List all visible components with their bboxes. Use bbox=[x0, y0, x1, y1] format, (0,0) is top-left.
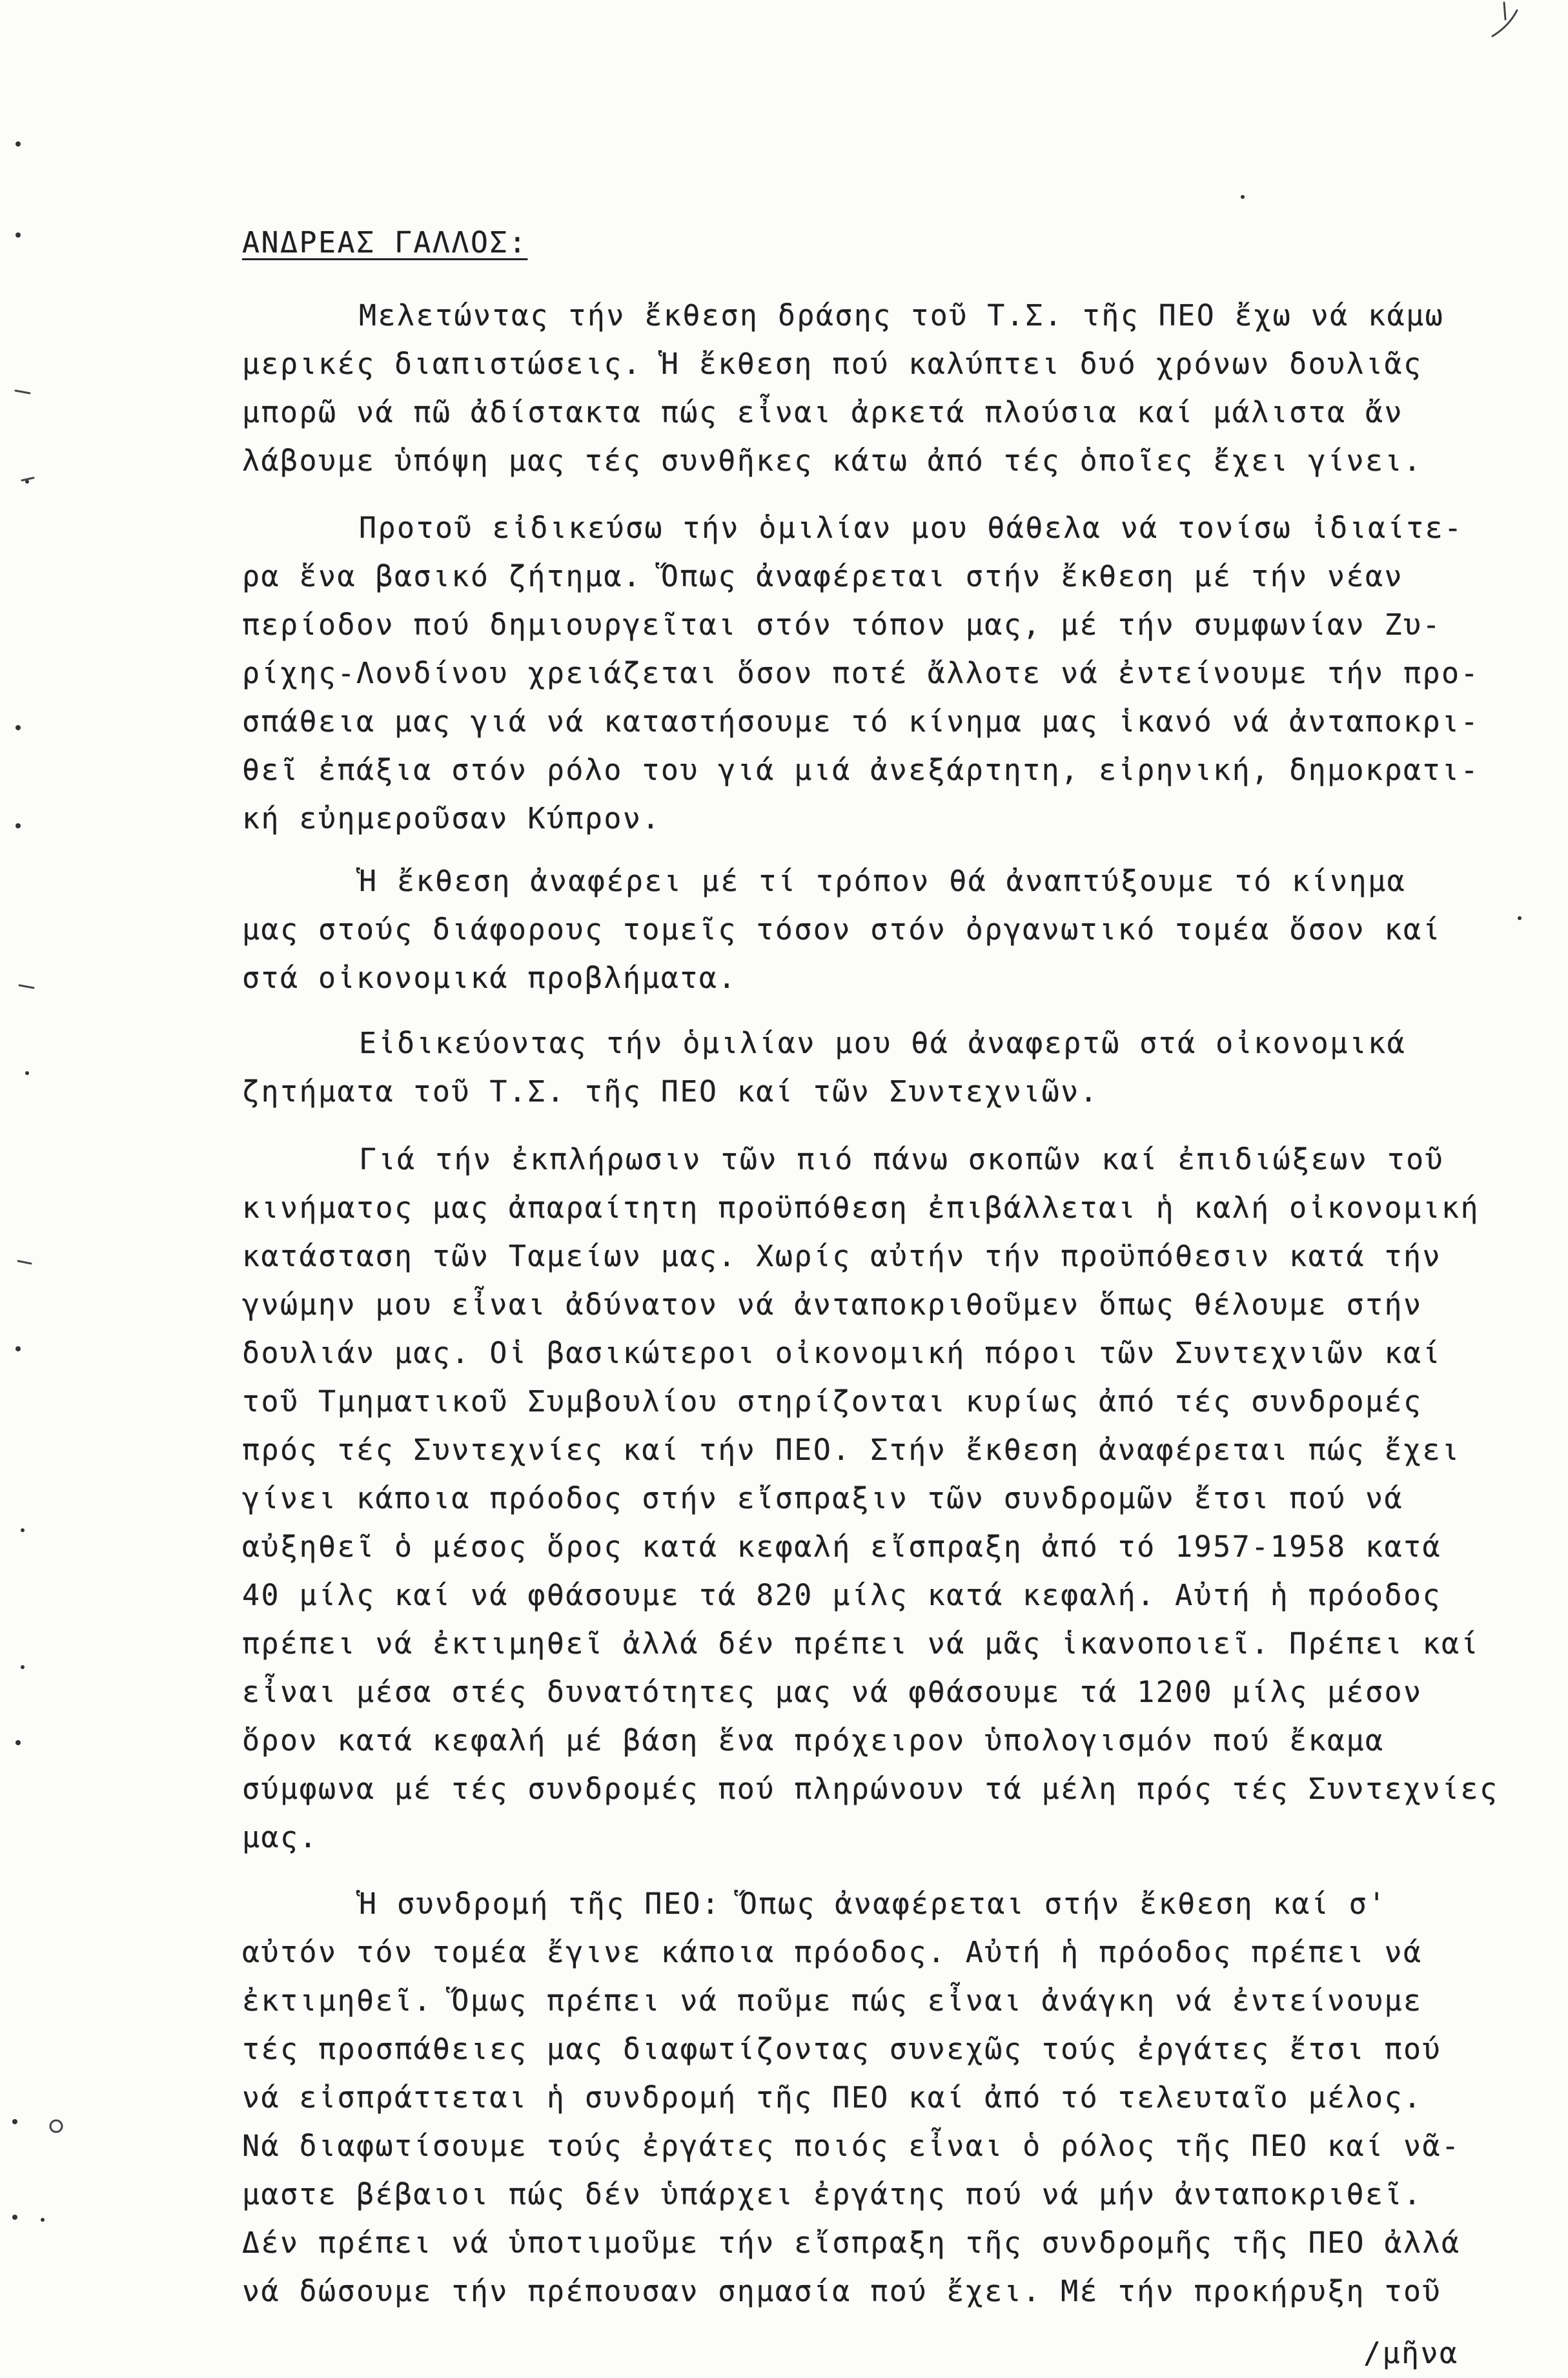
margin-speck bbox=[15, 823, 21, 828]
paragraph bbox=[242, 1135, 1540, 1861]
text-line: ζητήματα τοῦ Τ.Σ. τῆς ΠΕΟ καί τῶν Συντεχνιῶν. bbox=[242, 1074, 1099, 1109]
text-line: γίνει κάποια πρόοδος στήν εἴσπραξιν τῶν συνδρομῶν ἔτσι πού νά bbox=[242, 1481, 1404, 1515]
margin-speck bbox=[21, 1528, 25, 1532]
text-line: περίοδον πού δημιουργεῖται στόν τόπον μας, μέ τήν συμφωνίαν Ζυ- bbox=[242, 608, 1442, 642]
text-line: κατάσταση τῶν Ταμείων μας. Χωρίς αὐτήν τήν προϋπόθεσιν κατά τήν bbox=[242, 1239, 1442, 1273]
text-line: στά οἰκονομικά προβλήματα. bbox=[242, 961, 737, 995]
text-line: ρα ἕνα βασικό ζήτημα. Ὅπως ἀναφέρεται στήν ἔκθεση μέ τήν νέαν bbox=[242, 559, 1404, 593]
text-line: Ἡ ἔκθεση ἀναφέρει μέ τί τρόπον θά ἀναπτύξουμε τό κίνημα bbox=[359, 864, 1407, 898]
continuation-catchword: /μῆνα bbox=[1363, 2336, 1459, 2370]
text-line: ὅρον κατά κεφαλή μέ βάση ἕνα πρόχειρον ὑπολογισμόν πού ἔκαμα bbox=[242, 1723, 1385, 1758]
margin-dash bbox=[18, 1261, 31, 1264]
margin-dash bbox=[22, 478, 34, 480]
margin-speck bbox=[25, 480, 29, 484]
text-line: μπορῶ νά πῶ ἀδίστακτα πώς εἶναι ἀρκετά πλούσια καί μάλιστα ἄν bbox=[242, 395, 1404, 429]
text-line: αὐξηθεῖ ὁ μέσος ὅρος κατά κεφαλή εἴσπραξη ἀπό τό 1957-1958 κατά bbox=[242, 1530, 1442, 1564]
text-line: κή εὐημεροῦσαν Κύπρον. bbox=[242, 801, 661, 835]
margin-speck bbox=[15, 232, 21, 238]
margin-dash bbox=[15, 391, 30, 393]
paragraph bbox=[242, 857, 1540, 1002]
text-line: ἐκτιμηθεῖ. Ὅμως πρέπει νά ποῦμε πώς εἶναι ἀνάγκη νά ἐντείνουμε bbox=[242, 1983, 1423, 2018]
text-line: γνώμην μου εἶναι ἀδύνατον νά ἀνταποκριθοῦμεν ὅπως θέλουμε στήν bbox=[242, 1287, 1423, 1322]
text-line: Προτοῦ εἰδικεύσω τήν ὁμιλίαν μου θάθελα νά τονίσω ἰδιαίτε- bbox=[359, 511, 1463, 545]
margin-speck bbox=[15, 1346, 21, 1351]
text-line: αὐτόν τόν τομέα ἔγινε κάποια πρόοδος. Αὐτή ἡ πρόοδος πρέπει νά bbox=[242, 1935, 1423, 1969]
text-line: Νά διαφωτίσουμε τούς ἐργάτες ποιός εἶναι ὁ ρόλος τῆς ΠΕΟ καί νᾶ- bbox=[242, 2129, 1461, 2163]
paragraph bbox=[242, 1880, 1540, 2315]
text-line: εἶναι μέσα στές δυνατότητες μας νά φθάσουμε τά 1200 μίλς μέσον bbox=[242, 1675, 1423, 1709]
text-line: Γιά τήν ἐκπλήρωσιν τῶν πιό πάνω σκοπῶν καί ἐπιδιώξεων τοῦ bbox=[359, 1142, 1445, 1176]
margin-speck bbox=[12, 2215, 17, 2220]
margin-speck bbox=[21, 1665, 25, 1669]
text-line: Μελετώντας τήν ἔκθεση δράσης τοῦ Τ.Σ. τῆς ΠΕΟ ἔχω νά κάμω bbox=[359, 298, 1445, 333]
margin-circle-mark bbox=[50, 2120, 62, 2132]
margin-speck bbox=[41, 2218, 45, 2222]
paragraph bbox=[242, 1019, 1540, 1116]
text-area-speck bbox=[1241, 195, 1245, 199]
margin-speck bbox=[15, 1740, 21, 1745]
text-line: Εἰδικεύοντας τήν ὁμιλίαν μου θά ἀναφερτῶ στά οἰκονομικά bbox=[359, 1026, 1407, 1060]
text-line: 40 μίλς καί νά φθάσουμε τά 820 μίλς κατά κεφαλή. Αὐτή ἡ πρόοδος bbox=[242, 1578, 1442, 1612]
paragraph bbox=[242, 291, 1540, 485]
text-line: λάβουμε ὑπόψη μας τές συνθῆκες κάτω ἀπό τές ὁποῖες ἔχει γίνει. bbox=[242, 444, 1423, 478]
margin-dash bbox=[19, 985, 34, 988]
text-line: σπάθεια μας γιά νά καταστήσουμε τό κίνημα μας ἱκανό νά ἀνταποκρι- bbox=[242, 704, 1480, 739]
text-line: νά εἰσπράττεται ἡ συνδρομή τῆς ΠΕΟ καί ἀπό τό τελευταῖο μέλος. bbox=[242, 2080, 1423, 2115]
text-line: δουλιάν μας. Οἱ βασικώτεροι οἰκονομική πόροι τῶν Συντεχνιῶν καί bbox=[242, 1336, 1442, 1370]
margin-speck bbox=[12, 2119, 17, 2124]
margin-speck bbox=[25, 1071, 29, 1075]
text-line: μερικές διαπιστώσεις. Ἡ ἔκθεση πού καλύπτει δυό χρόνων δουλιᾶς bbox=[242, 347, 1423, 381]
margin-speck bbox=[15, 725, 21, 730]
paragraph bbox=[242, 504, 1540, 843]
text-line: νά δώσουμε τήν πρέπουσαν σημασία πού ἔχει. Μέ τήν προκήρυξη τοῦ bbox=[242, 2274, 1442, 2308]
text-line: τοῦ Τμηματικοῦ Συμβουλίου στηρίζονται κυρίως ἀπό τές συνδρομές bbox=[242, 1384, 1423, 1419]
handwritten-page-mark bbox=[1492, 3, 1517, 36]
text-line: μας. bbox=[242, 1820, 318, 1854]
text-line: κινήματος μας ἀπαραίτητη προϋπόθεση ἐπιβάλλεται ἡ καλή οἰκονομική bbox=[242, 1191, 1480, 1225]
text-line: πρός τές Συντεχνίες καί τήν ΠΕΟ. Στήν ἔκθεση ἀναφέρεται πώς ἔχει bbox=[242, 1433, 1461, 1467]
margin-speck bbox=[15, 141, 21, 147]
text-line: θεῖ ἐπάξια στόν ρόλο του γιά μιά ἀνεξάρτητη, εἰρηνική, δημοκρατι- bbox=[242, 753, 1480, 787]
text-line: Δέν πρέπει νά ὑποτιμοῦμε τήν εἴσπραξη τῆς συνδρομῆς τῆς ΠΕΟ ἀλλά bbox=[242, 2226, 1461, 2260]
text-line: μαστε βέβαιοι πώς δέν ὑπάρχει ἐργάτης πού νά μήν ἀνταποκριθεῖ. bbox=[242, 2177, 1423, 2211]
speaker-heading: ΑΝΔΡΕΑΣ ΓΑΛΛΟΣ: bbox=[242, 225, 528, 260]
text-line: πρέπει νά ἐκτιμηθεῖ ἀλλά δέν πρέπει νά μᾶς ἱκανοποιεῖ. Πρέπει καί bbox=[242, 1626, 1480, 1661]
text-line: Ἡ συνδρομή τῆς ΠΕΟ: Ὅπως ἀναφέρεται στήν ἔκθεση καί σ' bbox=[359, 1887, 1387, 1921]
text-line: ρίχης-Λονδίνου χρειάζεται ὅσον ποτέ ἄλλοτε νά ἐντείνουμε τήν προ- bbox=[242, 656, 1480, 690]
text-line: σύμφωνα μέ τές συνδρομές πού πληρώνουν τά μέλη πρός τές Συντεχνίες bbox=[242, 1772, 1499, 1806]
text-line: τές προσπάθειες μας διαφωτίζοντας συνεχῶς τούς ἐργάτες ἔτσι πού bbox=[242, 2032, 1442, 2066]
text-line: μας στούς διάφορους τομεῖς τόσον στόν ὀργανωτικό τομέα ὅσον καί bbox=[242, 912, 1442, 947]
